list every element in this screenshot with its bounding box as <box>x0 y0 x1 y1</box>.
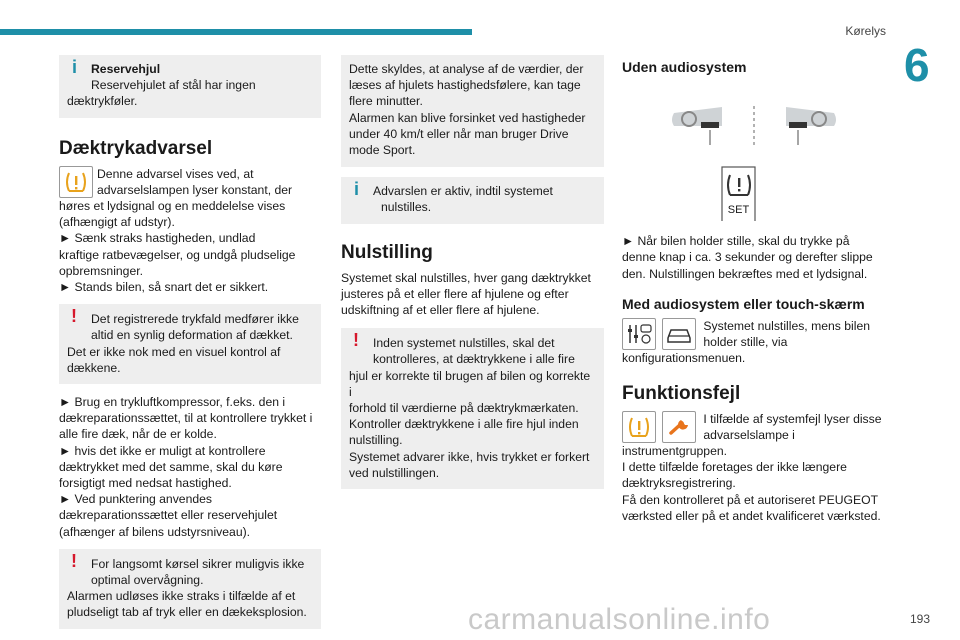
note-line: flere minutter. <box>349 94 423 109</box>
page-number: 193 <box>909 612 930 626</box>
watermark: carmanualsonline.info <box>468 603 771 636</box>
note-line: under 40 km/t eller når man bruger Drive <box>349 126 569 141</box>
bullet-line: dækreparationssættet eller reservehjulet <box>59 508 278 523</box>
column-1 <box>59 55 321 639</box>
bullet-line: forsigtigt med nedsat hastighed. <box>59 476 232 491</box>
tyre-pressure-warning-icon <box>59 166 93 198</box>
text-line: Systemet skal nulstilles, hver gang dæktrykket <box>341 270 591 285</box>
tyre-pressure-warning-icon <box>622 411 656 443</box>
continued-note <box>341 55 604 167</box>
text-line: dæktryksregistrering. <box>622 476 736 491</box>
warning-exclamation-icon: ! <box>71 306 77 327</box>
paragraph <box>622 411 884 524</box>
note-line: Reservehjulet af stål har ingen <box>91 78 256 93</box>
steering-wheel-controls-icon <box>622 81 884 221</box>
text-line: udskiftning af et eller flere af hjulene. <box>341 303 540 318</box>
info-icon: i <box>72 57 78 77</box>
note-title: Reservehjul <box>91 62 161 76</box>
steering-wheel-illustration <box>622 81 884 221</box>
chapter-number: 6 <box>904 39 930 91</box>
note-line: forhold til værdierne på dæktrykmærkaten. <box>349 401 579 416</box>
note-line: læses af hjulets hastighedsfølere, kan tage <box>349 78 581 93</box>
text-line: ► Når bilen holder stille, skal du trykke på <box>622 234 850 249</box>
set-button[interactable]: SET <box>727 204 750 217</box>
heading-reset: Nulstilling <box>341 241 433 263</box>
paragraph <box>622 318 884 367</box>
warning-note-slow-driving <box>59 549 321 629</box>
text-line: den. Nulstillingen bekræftes med et lydsignal. <box>622 266 868 281</box>
bullet-line: dæktrykket med det samme, skal du køre <box>59 459 283 474</box>
warning-exclamation-icon: ! <box>353 330 359 351</box>
note-line: Det er ikke nok med en visuel kontrol af <box>67 344 281 359</box>
note-line: ved nulstillingen. <box>349 465 440 480</box>
note-line: Advarslen er aktiv, indtil systemet <box>373 184 553 199</box>
wrench-icon <box>662 411 696 443</box>
bullet-line: ► Sænk straks hastigheden, undlad <box>59 231 256 246</box>
heading-with-audio: Med audiosystem eller touch-skærm <box>622 295 865 312</box>
note-line: nulstilling. <box>349 433 403 448</box>
note-line: kontrolleres, at dæktrykkene i alle fire <box>373 352 575 367</box>
warning-exclamation-icon: ! <box>71 550 77 571</box>
bullet-line: ► Brug en trykluftkompressor, f.eks. den i <box>59 395 286 410</box>
bullet-line: kraftige ratbevægelser, og undgå pludselige <box>59 247 296 262</box>
text-line: Systemet nulstilles, mens bilen <box>703 319 871 334</box>
note-line: optimal overvågning. <box>91 573 204 588</box>
heading-malfunction: Funktionsfejl <box>622 382 741 404</box>
text-line: holder stille, via <box>703 335 788 350</box>
note-line: Alarmen kan blive forsinket ved hastigheder <box>349 110 586 125</box>
heading-without-audio: Uden audiosystem <box>622 59 747 75</box>
section-name: Kørelys <box>845 24 886 38</box>
info-icon: i <box>354 179 360 200</box>
note-line: pludseligt tab af tryk eller en dækeksplosion. <box>67 605 307 620</box>
icon-group <box>622 318 699 350</box>
paragraph <box>59 166 321 231</box>
note-line: Alarmen udløses ikke straks i tilfælde af et <box>67 589 296 604</box>
note-line: For langsomt kørsel sikrer muligvis ikke <box>91 556 305 571</box>
header-accent-bar <box>0 29 472 35</box>
bullet-line: ► Ved punktering anvendes <box>59 492 213 507</box>
bullet-line: alle fire dæk, når de er kolde. <box>59 427 217 442</box>
settings-menu-icon <box>622 318 656 350</box>
note-line: Systemet advarer ikke, hvis trykket er forkert <box>349 449 590 464</box>
bullet-line: ► Stands bilen, så snart det er sikkert. <box>59 280 269 295</box>
warning-note-deformation <box>59 304 321 384</box>
text-line: advarselslampen lyser konstant, der <box>97 182 293 197</box>
warning-note-reset <box>341 328 604 489</box>
bullet-line: opbremsninger. <box>59 263 144 278</box>
note-line: Det registrerede trykfald medfører ikke <box>91 312 299 327</box>
text-line: instrumentgruppen. <box>622 444 728 459</box>
note-line: Dette skyldes, at analyse af de værdier, der <box>349 62 584 76</box>
heading-tyre-pressure-warning: Dæktrykadvarsel <box>59 137 213 159</box>
text-line: konfigurationsmenuen. <box>622 351 746 366</box>
text-line: værksted eller på et andet kvalificeret værksted. <box>622 508 881 523</box>
note-line: Inden systemet nulstilles, skal det <box>373 336 555 351</box>
text-line: Denne advarsel vises ved, at <box>97 166 254 181</box>
text-line: I tilfælde af systemfejl lyser disse <box>703 411 882 426</box>
text-line: justeres på et eller flere af hjulene og efter <box>341 286 569 301</box>
bullet-line: (afhænger af bilens udstyrsniveau). <box>59 524 251 539</box>
text-line: I dette tilfælde foretages der ikke længere <box>622 460 847 475</box>
icon-group <box>622 411 699 443</box>
column-3 <box>622 55 884 524</box>
bullet-line: dækreparationssættet, til at kontrollere trykket i <box>59 411 313 426</box>
info-note-spare-wheel <box>59 55 321 118</box>
text-line: denne knap i ca. 3 sekunder og derefter slippe <box>622 250 873 265</box>
text-line: (afhængigt af udstyr). <box>59 215 175 230</box>
column-2 <box>341 55 604 499</box>
note-line: altid en synlig deformation af dækket. <box>91 328 293 343</box>
note-line: dæktrykføler. <box>67 94 138 109</box>
note-line: mode Sport. <box>349 143 416 158</box>
text-line: høres et lydsignal og en meddelelse vises <box>59 199 286 214</box>
text-line: advarselslampe i <box>703 427 795 442</box>
note-line: nulstilles. <box>381 200 432 215</box>
text-line: Få den kontrolleret på et autoriseret PEUGEOT <box>622 492 879 507</box>
note-line: Kontroller dæktrykkene i alle fire hjul inden <box>349 417 579 432</box>
note-line: dækkene. <box>67 360 121 375</box>
bullet-line: ► hvis det ikke er muligt at kontrollere <box>59 443 266 458</box>
info-note-active <box>341 177 604 223</box>
note-line: hjul er korrekte til brugen af bilen og korrekte i <box>349 368 591 399</box>
car-icon <box>662 318 696 350</box>
